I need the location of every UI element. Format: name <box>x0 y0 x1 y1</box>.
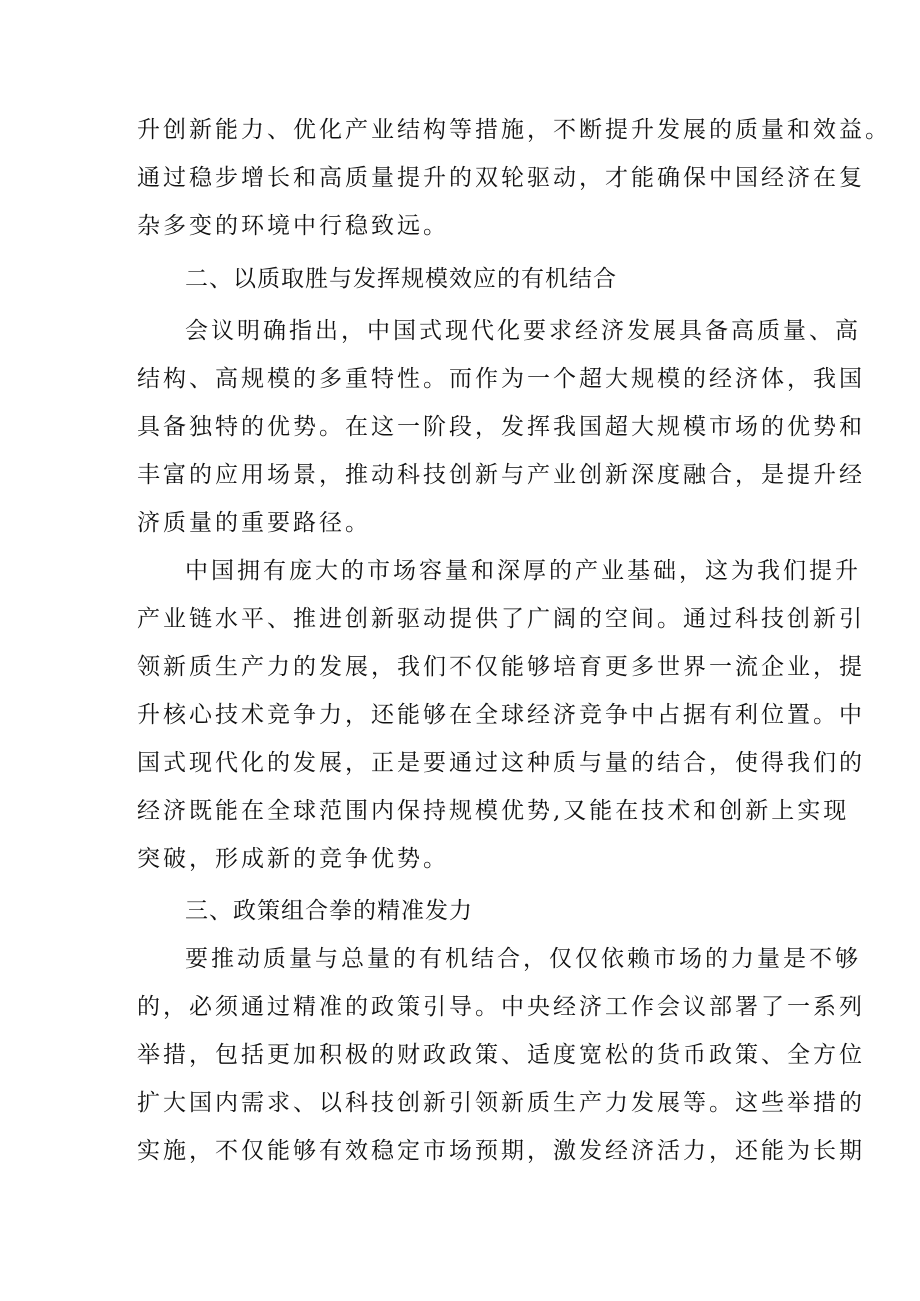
paragraph-line: 扩大国内需求、以科技创新引领新质生产力发展等。这些举措的 <box>137 1090 865 1116</box>
paragraph-line: 丰富的应用场景，推动科技创新与产业创新深度融合，是提升经 <box>137 462 865 488</box>
paragraph-line: 升创新能力、优化产业结构等措施，不断提升发展的质量和效益。 <box>137 117 891 143</box>
paragraph-line: 领新质生产力的发展，我们不仅能够培育更多世界一流企业，提 <box>137 654 865 680</box>
section-heading-2: 二、以质取胜与发挥规模效应的有机结合 <box>185 266 617 292</box>
paragraph-line: 要推动质量与总量的有机结合，仅仅依赖市场的力量是不够 <box>185 946 861 972</box>
paragraph-line: 中国拥有庞大的市场容量和深厚的产业基础，这为我们提升 <box>185 558 861 584</box>
paragraph-line: 结构、高规模的多重特性。而作为一个超大规模的经济体，我国 <box>137 366 865 392</box>
paragraph-line: 国式现代化的发展，正是要通过这种质与量的结合，使得我们的 <box>137 750 865 776</box>
paragraph-line: 会议明确指出，中国式现代化要求经济发展具备高质量、高 <box>185 318 861 344</box>
paragraph-line: 突破，形成新的竞争优势。 <box>137 846 449 872</box>
section-heading-3: 三、政策组合拳的精准发力 <box>185 898 473 924</box>
paragraph-line: 升核心技术竞争力，还能够在全球经济竞争中占据有利位置。中 <box>137 702 865 728</box>
paragraph-line: 济质量的重要路径。 <box>137 510 371 536</box>
paragraph-line: 杂多变的环境中行稳致远。 <box>137 213 449 239</box>
paragraph-line: 举措，包括更加积极的财政政策、适度宽松的货币政策、全方位 <box>137 1042 865 1068</box>
paragraph-line: 实施，不仅能够有效稳定市场预期，激发经济活力，还能为长期 <box>137 1138 865 1164</box>
paragraph-line: 通过稳步增长和高质量提升的双轮驱动，才能确保中国经济在复 <box>137 165 865 191</box>
paragraph-line: 经济既能在全球范围内保持规模优势,又能在技术和创新上实现 <box>137 798 850 824</box>
paragraph-line: 产业链水平、推进创新驱动提供了广阔的空间。通过科技创新引 <box>137 606 865 632</box>
paragraph-line: 的，必须通过精准的政策引导。中央经济工作会议部署了一系列 <box>137 994 865 1020</box>
paragraph-line: 具备独特的优势。在这一阶段，发挥我国超大规模市场的优势和 <box>137 414 865 440</box>
